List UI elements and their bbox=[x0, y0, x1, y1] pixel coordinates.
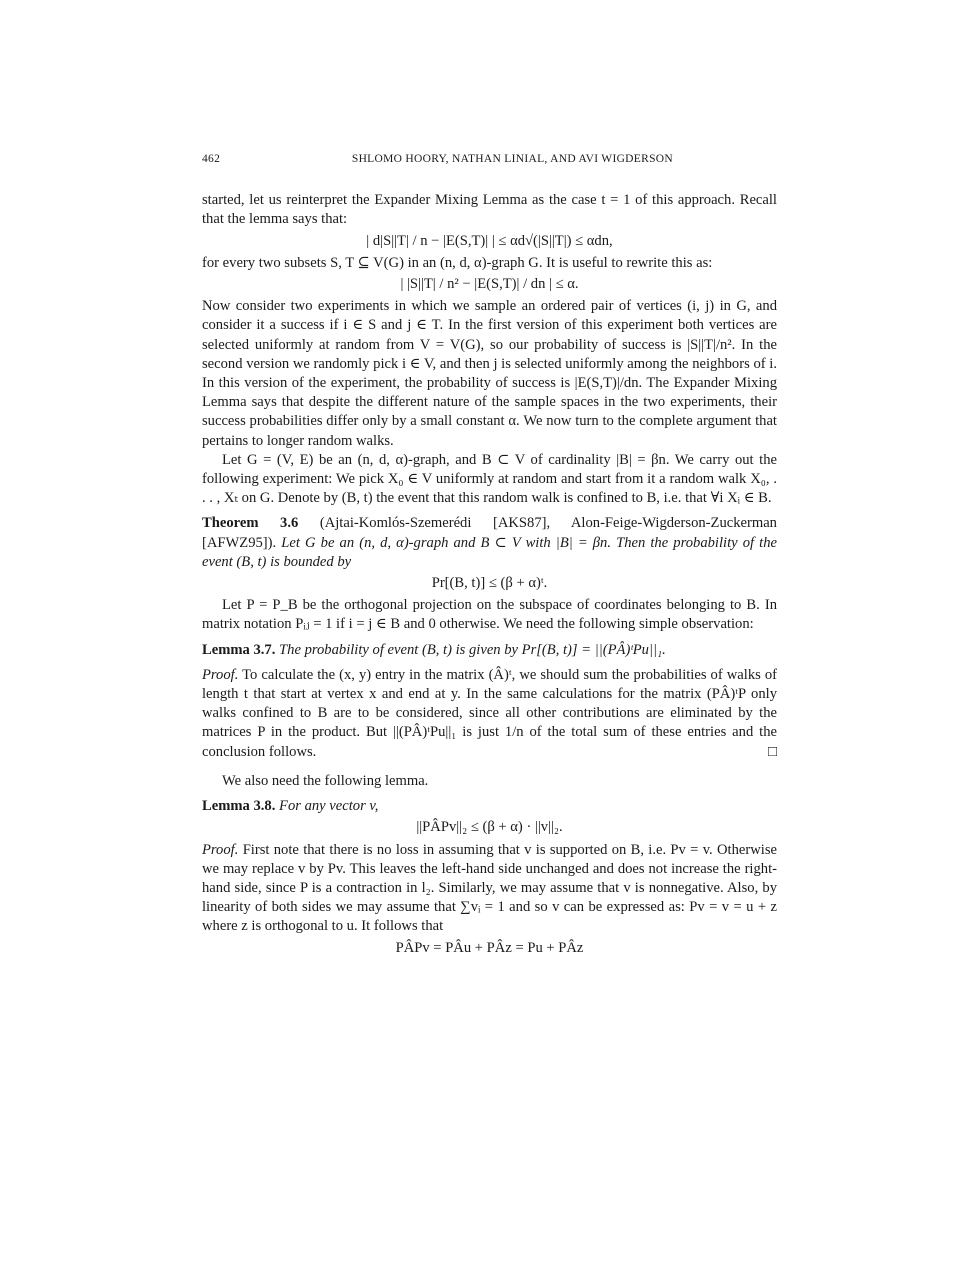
qed-symbol: □ bbox=[767, 743, 777, 760]
paragraph-experiments: Now consider two experiments in which we sample an ordered pair of vertices (i, j) in G, and consider it a success if i ∈ S and j ∈ T. In the first version of this experiment both vertices are selected uniformly at random from V = V(G), so our probability of success is |S||T|/n². In the second version we randomly pick i ∈ V, and then j is selected uniformly among the neighbors of i. In this version of the experiment, the probability of success is |E(S,T)|/dn. The Expander Mixing Lemma says that despite the different nature of the sample spaces in the two experiments, their success probabilities differ only by a small constant α. We now turn to the complete argument that pertains to longer random walks. bbox=[202, 298, 777, 449]
theorem-heading: Theorem 3.6 bbox=[202, 515, 299, 532]
paragraph-projection: Let P = P_B be the orthogonal projection on the subspace of coordinates belonging to B. In matrix notation Pᵢⱼ = 1 if i = j ∈ B and 0 otherwise. We need the following simple observation: bbox=[202, 597, 777, 633]
proof-text: First note that there is no loss in assuming that v is supported on B, i.e. Pv = v. Otherwise we may replace v by Pv. This leaves the left-hand side unchanged and does not increase the right-hand side, since P is a contraction in l₂. Similarly, we may assume that v is nonnegative. Also, by linearity of both sides we may assume that ∑vᵢ = 1 and so v can be expressed as: Pv = v = u + z where z is orthogonal to u. It follows that bbox=[202, 841, 777, 935]
equation-decomposition: PÂPv = PÂu + PÂz = Pu + PÂz bbox=[395, 939, 584, 956]
theorem-attribution: (Ajtai-Komlós-Szemerédi [AKS87], Alon-Feige-Wigderson-Zuckerman [AFWZ95]). bbox=[202, 515, 777, 551]
proof-text: To calculate the (x, y) entry in the matrix (Â)ᵗ, we should sum the probabilities of walks of length t that start at vertex x and end at y. In the same calculations for the matrix (PÂ)ᵗP only walks confined to B are to be considered, since all other contributions are eliminated by the matrices P in the product. But ||(PÂ)ᵗPu||₁ is just 1/n of the total sum of these entries and the conclusion follows. bbox=[202, 666, 777, 760]
lemma-heading: Lemma 3.7. bbox=[202, 641, 276, 658]
lemma-3-8 bbox=[202, 797, 777, 816]
proof-heading: Proof. bbox=[202, 666, 239, 683]
lemma-statement: The probability of event (B, t) is given by Pr[(B, t)] = ||(PÂ)ᵗPu||₁. bbox=[279, 641, 666, 658]
proof-lemma-3-8 bbox=[202, 841, 777, 937]
lemma-statement: For any vector v, bbox=[279, 798, 379, 815]
equation-norm-bound: ||PÂPv||₂ ≤ (β + α) · ||v||₂. bbox=[416, 819, 563, 836]
paragraph-intro: started, let us reinterpret the Expander Mixing Lemma as the case t = 1 of this approach. Recall that the lemma says that: bbox=[202, 192, 777, 228]
paragraph-rewrite: for every two subsets S, T ⊆ V(G) in an (n, d, α)-graph G. It is useful to rewrite this as: bbox=[202, 254, 713, 271]
lemma-3-7 bbox=[202, 641, 777, 660]
paragraph-random-walk: Let G = (V, E) be an (n, d, α)-graph, and B ⊂ V of cardinality |B| = βn. We carry out the following experiment: We pick X₀ ∈ V uniformly at random and start from it a random walk X₀, . . . , Xₜ on G. Denote by (B, t) the event that this random walk is confined to B, i.e. that ∀i Xᵢ ∈ B. bbox=[202, 451, 777, 507]
paragraph-need-lemma: We also need the following lemma. bbox=[222, 772, 429, 789]
page-number: 462 bbox=[202, 153, 221, 165]
equation-probability-bound: Pr[(B, t)] ≤ (β + α)ᵗ. bbox=[431, 575, 548, 592]
running-header bbox=[202, 150, 777, 169]
theorem-3-6 bbox=[202, 514, 777, 572]
proof-lemma-3-7 bbox=[202, 666, 777, 762]
theorem-statement: Let G be an (n, d, α)-graph and B ⊂ V with |B| = βn. Then the probability of the event (B, t) is bounded by bbox=[202, 534, 777, 570]
proof-heading: Proof. bbox=[202, 841, 239, 858]
equation-normalized: | |S||T| / n² − |E(S,T)| / dn | ≤ α. bbox=[400, 276, 579, 293]
paper-page bbox=[202, 150, 777, 961]
lemma-heading: Lemma 3.8. bbox=[202, 798, 276, 815]
running-title: SHLOMO HOORY, NATHAN LINIAL, AND AVI WIGDERSON bbox=[351, 153, 673, 165]
equation-expander-mixing: | d|S||T| / n − |E(S,T)| | ≤ αd√(|S||T|) ≤ αdn, bbox=[366, 232, 613, 249]
